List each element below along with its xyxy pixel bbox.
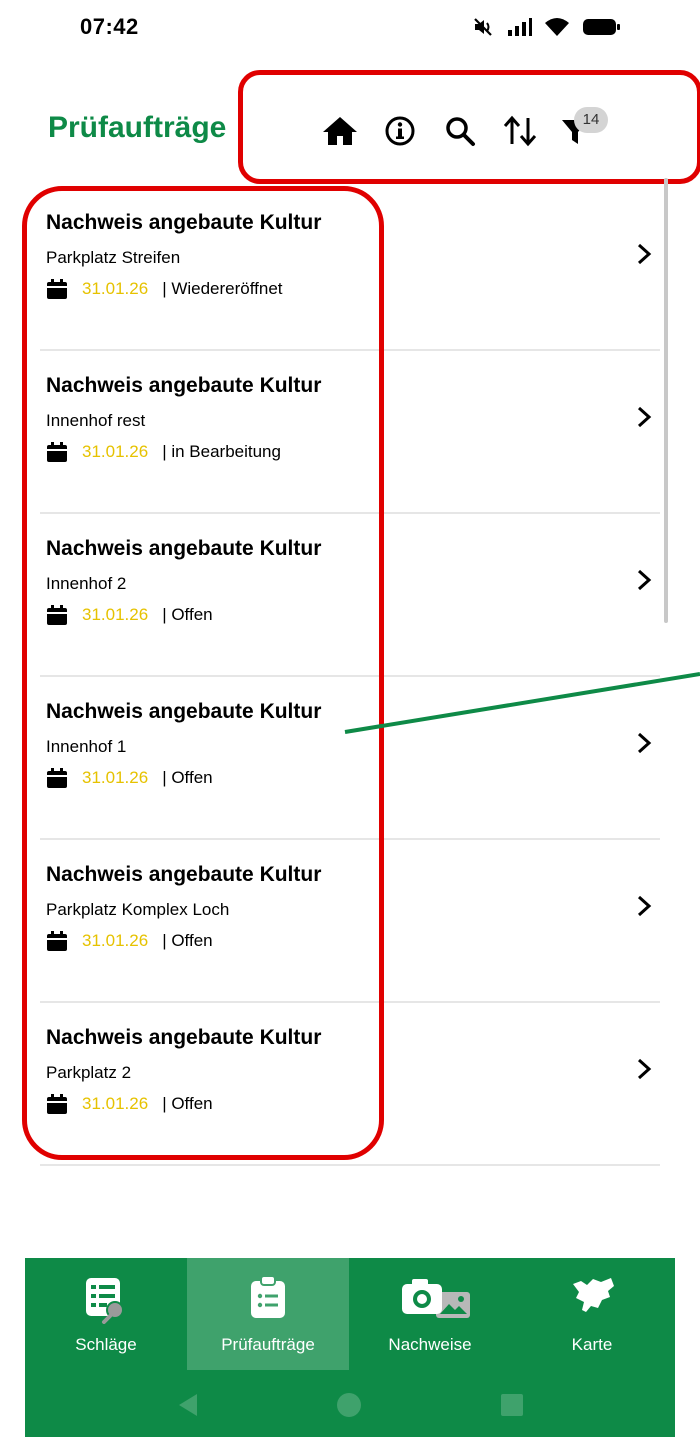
list-item[interactable] <box>40 1003 660 1166</box>
chevron-right-icon <box>634 894 654 918</box>
battery-icon <box>582 16 622 38</box>
info-icon <box>384 115 416 147</box>
search-button[interactable] <box>430 105 490 157</box>
item-meta <box>46 278 283 300</box>
item-status: | Offen <box>162 768 213 787</box>
item-title: Nachweis angebaute Kultur <box>46 374 322 397</box>
clipboard-icon <box>248 1274 288 1320</box>
item-title: Nachweis angebaute Kultur <box>46 1026 322 1049</box>
nav-label: Prüfaufträge <box>221 1335 315 1354</box>
signal-icon <box>506 16 532 38</box>
sort-button[interactable] <box>490 105 550 157</box>
chevron-right-icon <box>634 1057 654 1081</box>
item-date: 31.01.26 <box>82 605 149 624</box>
item-title: Nachweis angebaute Kultur <box>46 700 322 723</box>
calendar-icon <box>46 930 68 952</box>
mute-icon <box>472 16 494 38</box>
bottom-navigation <box>25 1258 675 1370</box>
item-date: 31.01.26 <box>82 768 149 787</box>
chevron-right-icon <box>634 405 654 429</box>
filter-count-badge: 14 <box>574 107 608 133</box>
filter-button[interactable] <box>550 105 610 157</box>
item-meta <box>46 930 213 952</box>
nav-item-schlaege[interactable] <box>25 1258 187 1370</box>
home-icon <box>322 115 358 147</box>
status-bar <box>0 0 700 60</box>
nav-item-karte[interactable] <box>511 1258 673 1370</box>
calendar-icon <box>46 278 68 300</box>
list-item[interactable] <box>40 840 660 1003</box>
info-button[interactable] <box>370 105 430 157</box>
list-item[interactable] <box>40 188 660 351</box>
list-item[interactable] <box>40 351 660 514</box>
item-meta <box>46 441 281 463</box>
status-icons <box>472 16 622 38</box>
chevron-right-icon <box>634 731 654 755</box>
item-subtitle: Innenhof rest <box>46 411 146 430</box>
item-title: Nachweis angebaute Kultur <box>46 211 322 234</box>
item-subtitle: Innenhof 1 <box>46 737 127 756</box>
nav-label: Schläge <box>75 1335 137 1354</box>
item-status: | Offen <box>162 605 213 624</box>
home-circle-icon[interactable] <box>336 1392 362 1418</box>
item-status: | Offen <box>162 931 213 950</box>
toolbar <box>310 105 670 157</box>
calendar-icon <box>46 604 68 626</box>
saxony-map-icon <box>567 1274 617 1324</box>
back-triangle-icon[interactable] <box>175 1392 201 1418</box>
nav-label: Karte <box>571 1335 613 1354</box>
system-navigation-bar <box>25 1370 675 1437</box>
calendar-icon <box>46 441 68 463</box>
item-status: | in Bearbeitung <box>162 442 281 461</box>
item-title: Nachweis angebaute Kultur <box>46 863 322 886</box>
item-title: Nachweis angebaute Kultur <box>46 537 322 560</box>
nav-label: Nachweise <box>388 1335 472 1354</box>
item-subtitle: Parkplatz Streifen <box>46 248 181 267</box>
search-icon <box>444 115 476 147</box>
nav-item-nachweise[interactable] <box>349 1258 511 1370</box>
recents-square-icon[interactable] <box>499 1392 525 1418</box>
calendar-icon <box>46 1093 68 1115</box>
list-item[interactable] <box>40 677 660 840</box>
item-meta <box>46 604 213 626</box>
item-meta <box>46 1093 213 1115</box>
sort-icon <box>502 115 538 147</box>
item-date: 31.01.26 <box>82 442 149 461</box>
chevron-right-icon <box>634 568 654 592</box>
camera-gallery-icon <box>398 1274 474 1324</box>
item-subtitle: Innenhof 2 <box>46 574 127 593</box>
fields-list-icon <box>82 1274 130 1324</box>
item-meta <box>46 767 213 789</box>
chevron-right-icon <box>634 242 654 266</box>
item-subtitle: Parkplatz 2 <box>46 1063 132 1082</box>
item-date: 31.01.26 <box>82 1094 149 1113</box>
item-subtitle: Parkplatz Komplex Loch <box>46 900 230 919</box>
app-header <box>0 95 700 165</box>
page-title: Prüfaufträge <box>48 111 227 144</box>
status-time: 07:42 <box>80 14 139 39</box>
item-date: 31.01.26 <box>82 931 149 950</box>
item-date: 31.01.26 <box>82 279 149 298</box>
item-status: | Wiedereröffnet <box>162 279 283 298</box>
wifi-icon <box>544 16 570 38</box>
list-item[interactable] <box>40 514 660 677</box>
list-scrollbar[interactable] <box>664 178 668 623</box>
calendar-icon <box>46 767 68 789</box>
nav-item-pruefauftraege[interactable] <box>187 1258 349 1370</box>
home-button[interactable] <box>310 105 370 157</box>
item-status: | Offen <box>162 1094 213 1113</box>
